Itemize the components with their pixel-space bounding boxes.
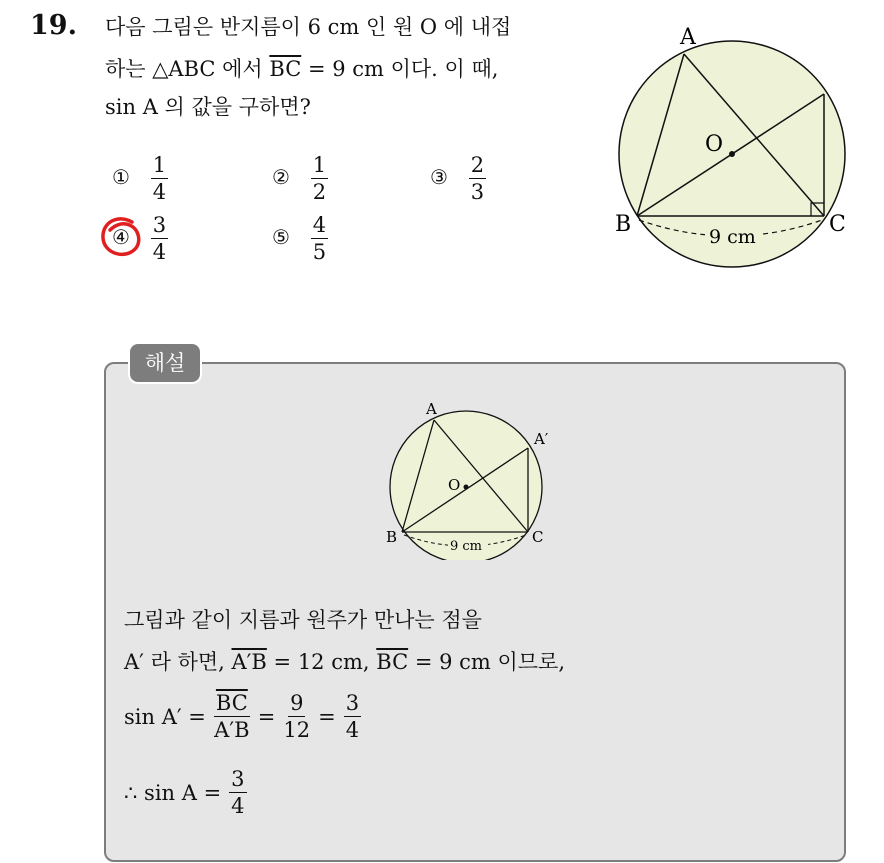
measure-bc: 9 cm: [709, 226, 756, 248]
svg-text:A: A: [426, 400, 437, 418]
solution-equation-1: sin A′ = $\frac{\overline{BC}}{A'B}$ = $\frac{9}{12}$ = $\frac{3}{4}$: [124, 691, 360, 742]
svg-text:B: B: [386, 528, 398, 546]
label-o: O: [705, 132, 724, 157]
segment-bc: $\overline{BC}$: [269, 57, 302, 81]
solution-tag: 해설: [128, 342, 202, 384]
choice-3[interactable]: ③ $\frac{2}{3}$: [430, 153, 485, 204]
answer-mark-icon: [96, 212, 146, 264]
choice-4[interactable]: ④ $\frac{3}{4}$: [112, 213, 167, 264]
solution-figure: [378, 400, 558, 560]
choice-1[interactable]: ① $\frac{1}{4}$: [112, 153, 167, 204]
solution-equation-2: ∴ sin A = $\frac{3}{4}$: [124, 767, 245, 818]
choice-5[interactable]: ⑤ $\frac{4}{5}$: [272, 213, 327, 264]
solution-line-1: 그림과 같이 지름과 원주가 만나는 점을: [124, 608, 482, 632]
label-b: B: [615, 212, 632, 237]
label-a: A: [680, 25, 696, 50]
label-c: C: [829, 212, 846, 237]
question-line-1: 다음 그림은 반지름이 6 cm 인 원 O 에 내접: [105, 15, 512, 39]
choice-2[interactable]: ② $\frac{1}{2}$: [272, 153, 327, 204]
question-number: 19.: [30, 10, 77, 41]
svg-text:O: O: [448, 476, 461, 494]
svg-text:C: C: [532, 528, 544, 546]
svg-text:9 cm: 9 cm: [450, 539, 483, 554]
question-line-3: sin A 의 값을 구하면?: [105, 95, 311, 119]
question-line-2: 하는 △ABC 에서 $\overline{BC} = 9$ cm 이다. 이 때,: [105, 57, 499, 81]
svg-text:A′: A′: [534, 430, 549, 448]
circle-figure: [605, 20, 875, 280]
solution-line-2: A′ 라 하면, A′B = 12 cm, $\overline{BC} = 9$ cm 이므로,: [124, 650, 566, 674]
